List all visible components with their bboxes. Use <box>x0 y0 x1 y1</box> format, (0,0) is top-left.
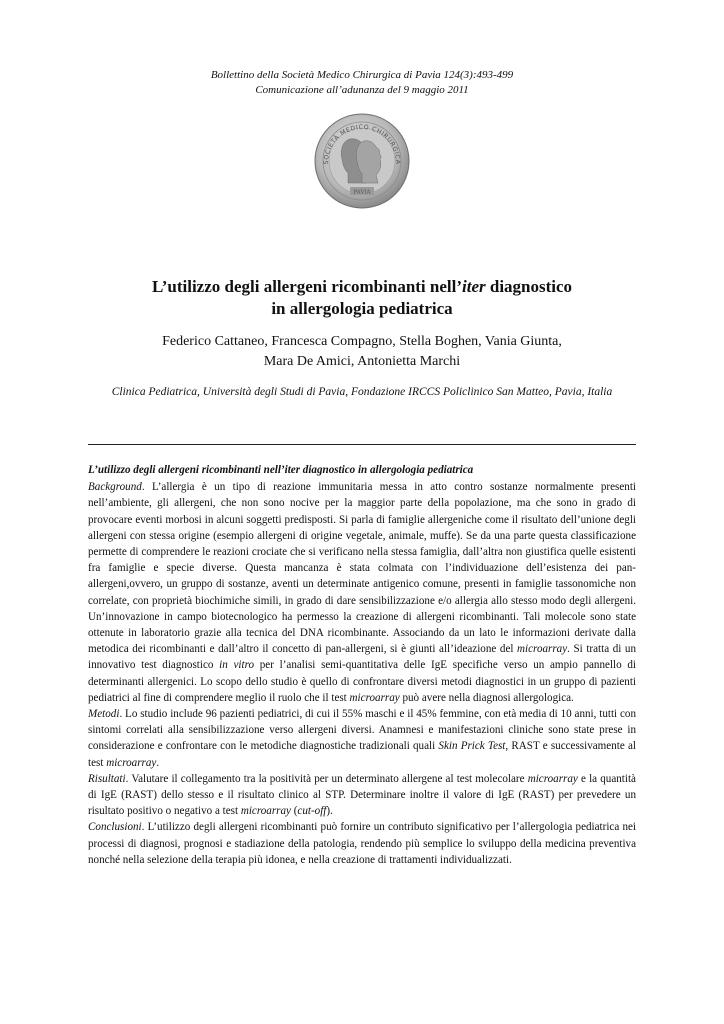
title-text-part1: L’utilizzo degli allergeni ricombinanti nell’ <box>151 277 463 296</box>
conclusions-text: . L’utilizzo degli allergeni ricombinanti può fornire un contributo significativo per l’allergologia pediatrica nei processi di diagnosi, prognosi e stadiazione della patologia, rendendo più semplice lo sviluppo della medicina preventiva nonché nella selezione della terapia più idonea, e nella creazione di trattamenti individualizzati. <box>88 821 636 866</box>
affiliation: Clinica Pediatrica, Università degli Studi di Pavia, Fondazione IRCCS Policlinico San Matteo, Pavia, Italia <box>111 386 613 398</box>
background-paragraph <box>88 479 636 706</box>
title-text-part2: diagnostico <box>485 277 573 296</box>
background-text: . Si tratta di un innovativo test diagnostico <box>88 643 636 672</box>
background-text: può avere nella diagnosi allergologica. <box>399 691 574 704</box>
methods-text: . <box>156 756 160 769</box>
title-text-italic: iter <box>462 277 486 296</box>
conclusions-label: Conclusioni <box>88 821 142 834</box>
results-term: microarray <box>240 805 291 818</box>
society-seal-logo <box>314 113 410 209</box>
background-term: microarray <box>517 643 568 656</box>
section-divider <box>88 444 636 445</box>
results-text: ( <box>290 805 298 818</box>
methods-term: Skin Prick Test <box>438 740 506 753</box>
methods-label: Metodi <box>88 708 120 721</box>
background-text: per l’analisi semi-quantitativa delle IgE specifiche verso un ampio pannello di determinanti allergenici. Lo scopo dello studio è quello di confrontare diversi metodi diagnostici in un gruppo di pazienti pediatrici al fine di comprendere meglio il ruolo che il test <box>88 659 636 704</box>
methods-term: microarray <box>106 756 157 769</box>
methods-text: . Lo studio include 96 pazienti pediatrici, di cui il 55% maschi e il 45% femmine, con età media di 10 anni, tutti con sintomi correlati alla sensibilizzazione verso allergeni diversi. Anamnesi e manifestazioni cliniche sono state prese in considerazione e confrontare con le metodiche diagnostiche tradizionali quali <box>88 708 636 753</box>
abstract-title: L’utilizzo degli allergeni ricombinanti nell’iter diagnostico in allergologia pediatrica <box>88 464 474 476</box>
results-term: cut-off <box>297 805 327 818</box>
results-term: microarray <box>527 772 578 785</box>
svg-text:SOCIETÀ MEDICO CHIRURGICA: SOCIETÀ MEDICO CHIRURGICA <box>322 123 402 165</box>
article-title <box>0 276 724 298</box>
journal-citation: Bollettino della Società Medico Chirurgica di Pavia 124(3):493-499 <box>210 69 514 81</box>
background-term: in vitro <box>219 659 255 672</box>
conclusions-paragraph <box>88 819 636 868</box>
results-paragraph <box>88 771 636 820</box>
background-term: microarray <box>349 691 400 704</box>
methods-text: , RAST e successivamente al test <box>88 740 636 769</box>
results-text: ). <box>326 805 333 818</box>
abstract <box>88 462 636 868</box>
svg-text:PAVIA: PAVIA <box>353 189 371 196</box>
article-title-line2: in allergologia pediatrica <box>271 299 453 318</box>
results-text: e la quantità di IgE (RAST) dello stesso e il risultato clinico al STP. Determinare inoltre il valore di IgE (RAST) per prevedere un risultato positivo o negativo a test <box>88 772 636 818</box>
background-text: . L’allergia è un tipo di reazione immunitaria messa in atto contro sostanze normalmente presenti nell’ambiente, gli allergeni, che non sono nocive per la maggior parte della popolazione, ma che sono in grado di provocare eventi morbosi in alcuni soggetti predisposti. Si parla di famiglie allergeniche come il risultato dell’unione degli allergeni con stessa origine (esempio allergeni di origine vegetale, animale, muffe). Se da una parte questa classificazione permette di comprendere le reazioni crociate che si verificano nella stessa famiglia, dall’altra non giustifica quelle esistenti fra famiglie e specie diverse. Questa mancanza è stata colmata con l’individuazione dell’esistenza dei pan-allergeni,ovvero, un gruppo di sostanze, aventi un determinate antigenico comune, presenti in famiglie tassonomiche non correlate, con proprietà biochimiche simili, in grado di dare sensibilizzazione e/o allergia allo stesso modo degli allergeni. Un’innovazione in campo biotecnologico ha permesso la creazione di allergeni ricombinanti. Tali molecole sono state ottenute in laboratorio grazie alla tecnica del DNA ricombinante. Associando da un lato le informazioni derivate dalla metodica dei ricombinanti e dall’altro il concetto di pan-allergeni, si è giunti all’ideazione del <box>88 481 636 656</box>
results-text: . Valutare il collegamento tra la positività per un determinato allergene al test molecolare <box>125 772 528 785</box>
communication-date: Comunicazione all’adunanza del 9 maggio 2011 <box>255 84 469 96</box>
authors-line2: Mara De Amici, Antonietta Marchi <box>263 354 461 369</box>
authors-line1: Federico Cattaneo, Francesca Compagno, Stella Boghen, Vania Giunta, <box>162 334 562 349</box>
background-label: Background <box>88 481 142 494</box>
methods-paragraph <box>88 706 636 771</box>
results-label: Risultati <box>88 772 126 785</box>
